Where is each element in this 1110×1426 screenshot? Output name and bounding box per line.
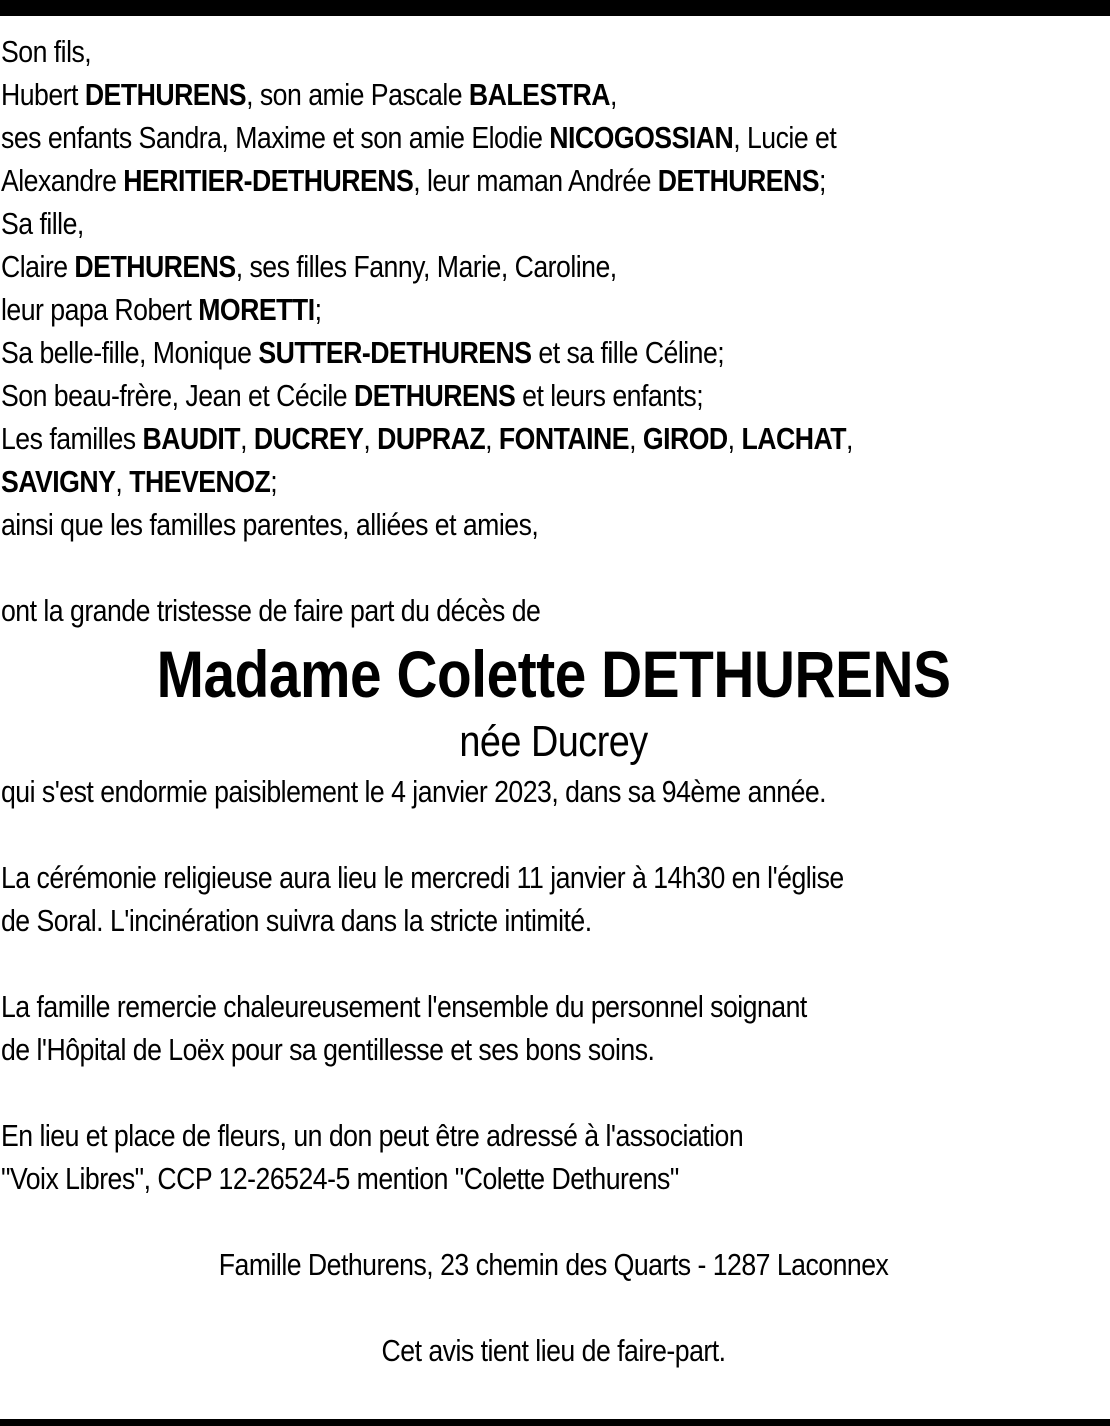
donation-line-2: "Voix Libres", CCP 12-26524-5 mention "Colette Dethurens": [1, 1161, 679, 1196]
death-line: qui s'est endormie paisiblement le 4 janvier 2023, dans sa 94ème année.: [1, 774, 827, 809]
text: ,: [609, 77, 617, 112]
text: ;: [819, 163, 826, 198]
surname: LACHAT: [741, 421, 846, 456]
text: leur papa Robert: [1, 292, 199, 327]
announcement: ont la grande tristesse de faire part du décès de: [1, 593, 541, 628]
text: Son beau-frère, Jean et Cécile: [1, 378, 355, 413]
surname: DETHURENS: [74, 249, 236, 284]
surname: NICOGOSSIAN: [549, 120, 734, 155]
surname: DUPRAZ: [377, 421, 486, 456]
bottom-rule: [0, 1419, 1110, 1426]
daughter-heading: Sa fille,: [1, 206, 84, 241]
family-line-familles-cont: [1, 460, 1106, 503]
text: ,: [845, 421, 853, 456]
spacer: [1, 813, 1106, 856]
spacer: [1, 1071, 1106, 1114]
family-line-familles: [1, 417, 1106, 460]
surname: FONTAINE: [498, 421, 630, 456]
surname: MORETTI: [198, 292, 315, 327]
surname: THEVENOZ: [129, 464, 271, 499]
spacer: [1, 1286, 1106, 1329]
text: ,: [240, 421, 254, 456]
text: , ses filles Fanny, Marie, Caroline,: [235, 249, 617, 284]
text: et leurs enfants;: [515, 378, 704, 413]
text: Sa belle-fille, Monique: [1, 335, 259, 370]
surname: BAUDIT: [142, 421, 241, 456]
text: ,: [115, 464, 130, 499]
family-line-monique: [1, 331, 1106, 374]
text: Les familles: [1, 421, 143, 456]
thanks-line-1: La famille remercie chaleureusement l'ensemble du personnel soignant: [1, 989, 807, 1024]
text: ,: [485, 421, 499, 456]
donation-line-1: En lieu et place de fleurs, un don peut être adressé à l'association: [1, 1118, 744, 1153]
text: , Lucie et: [733, 120, 837, 155]
top-rule: [0, 0, 1110, 16]
surname: DETHURENS: [84, 77, 247, 112]
text: ;: [270, 464, 278, 499]
text: et sa fille Céline;: [531, 335, 725, 370]
text: Hubert: [1, 77, 85, 112]
text: ses enfants Sandra, Maxime et son amie Elodie: [1, 120, 550, 155]
family-line-robert: [1, 288, 1106, 331]
surname: SAVIGNY: [1, 464, 116, 499]
family-address: Famille Dethurens, 23 chemin des Quarts - 1287 Laconnex: [218, 1247, 889, 1282]
family-line-hubert: [1, 73, 1106, 116]
text: Claire: [1, 249, 75, 284]
surname: DUCREY: [253, 421, 364, 456]
deceased-name: Madame Colette DETHURENS: [156, 637, 951, 711]
ceremony-line-1: La cérémonie religieuse aura lieu le mercredi 11 janvier à 14h30 en l'église: [1, 860, 844, 895]
family-line-claire: [1, 245, 1106, 288]
text: Alexandre: [1, 163, 124, 198]
family-line-jean: [1, 374, 1106, 417]
family-line-parentes: ainsi que les familles parentes, alliées et amies,: [1, 507, 539, 542]
spacer: [1, 1200, 1106, 1243]
text: ;: [314, 292, 322, 327]
spacer: [1, 942, 1106, 985]
spacer: [1, 546, 1106, 589]
surname: HERITIER-DETHURENS: [123, 163, 414, 198]
text: ,: [629, 421, 643, 456]
surname: BALESTRA: [468, 77, 610, 112]
family-line-enfants: [1, 116, 1106, 159]
surname: DETHURENS: [657, 163, 820, 198]
ceremony-line-2: de Soral. L'incinération suivra dans la stricte intimité.: [1, 903, 592, 938]
text: , leur maman Andrée: [413, 163, 658, 198]
maiden-name: née Ducrey: [459, 717, 648, 766]
text: ,: [363, 421, 378, 456]
son-heading: Son fils,: [1, 34, 92, 69]
text: , son amie Pascale: [246, 77, 469, 112]
surname: SUTTER-DETHURENS: [258, 335, 532, 370]
text: ,: [727, 421, 742, 456]
obituary-notice: [1, 30, 1106, 1372]
closing-note: Cet avis tient lieu de faire-part.: [381, 1333, 726, 1368]
surname: GIROD: [642, 421, 728, 456]
surname: DETHURENS: [354, 378, 516, 413]
thanks-line-2: de l'Hôpital de Loëx pour sa gentillesse et ses bons soins.: [1, 1032, 655, 1067]
family-line-alexandre: [1, 159, 1106, 202]
